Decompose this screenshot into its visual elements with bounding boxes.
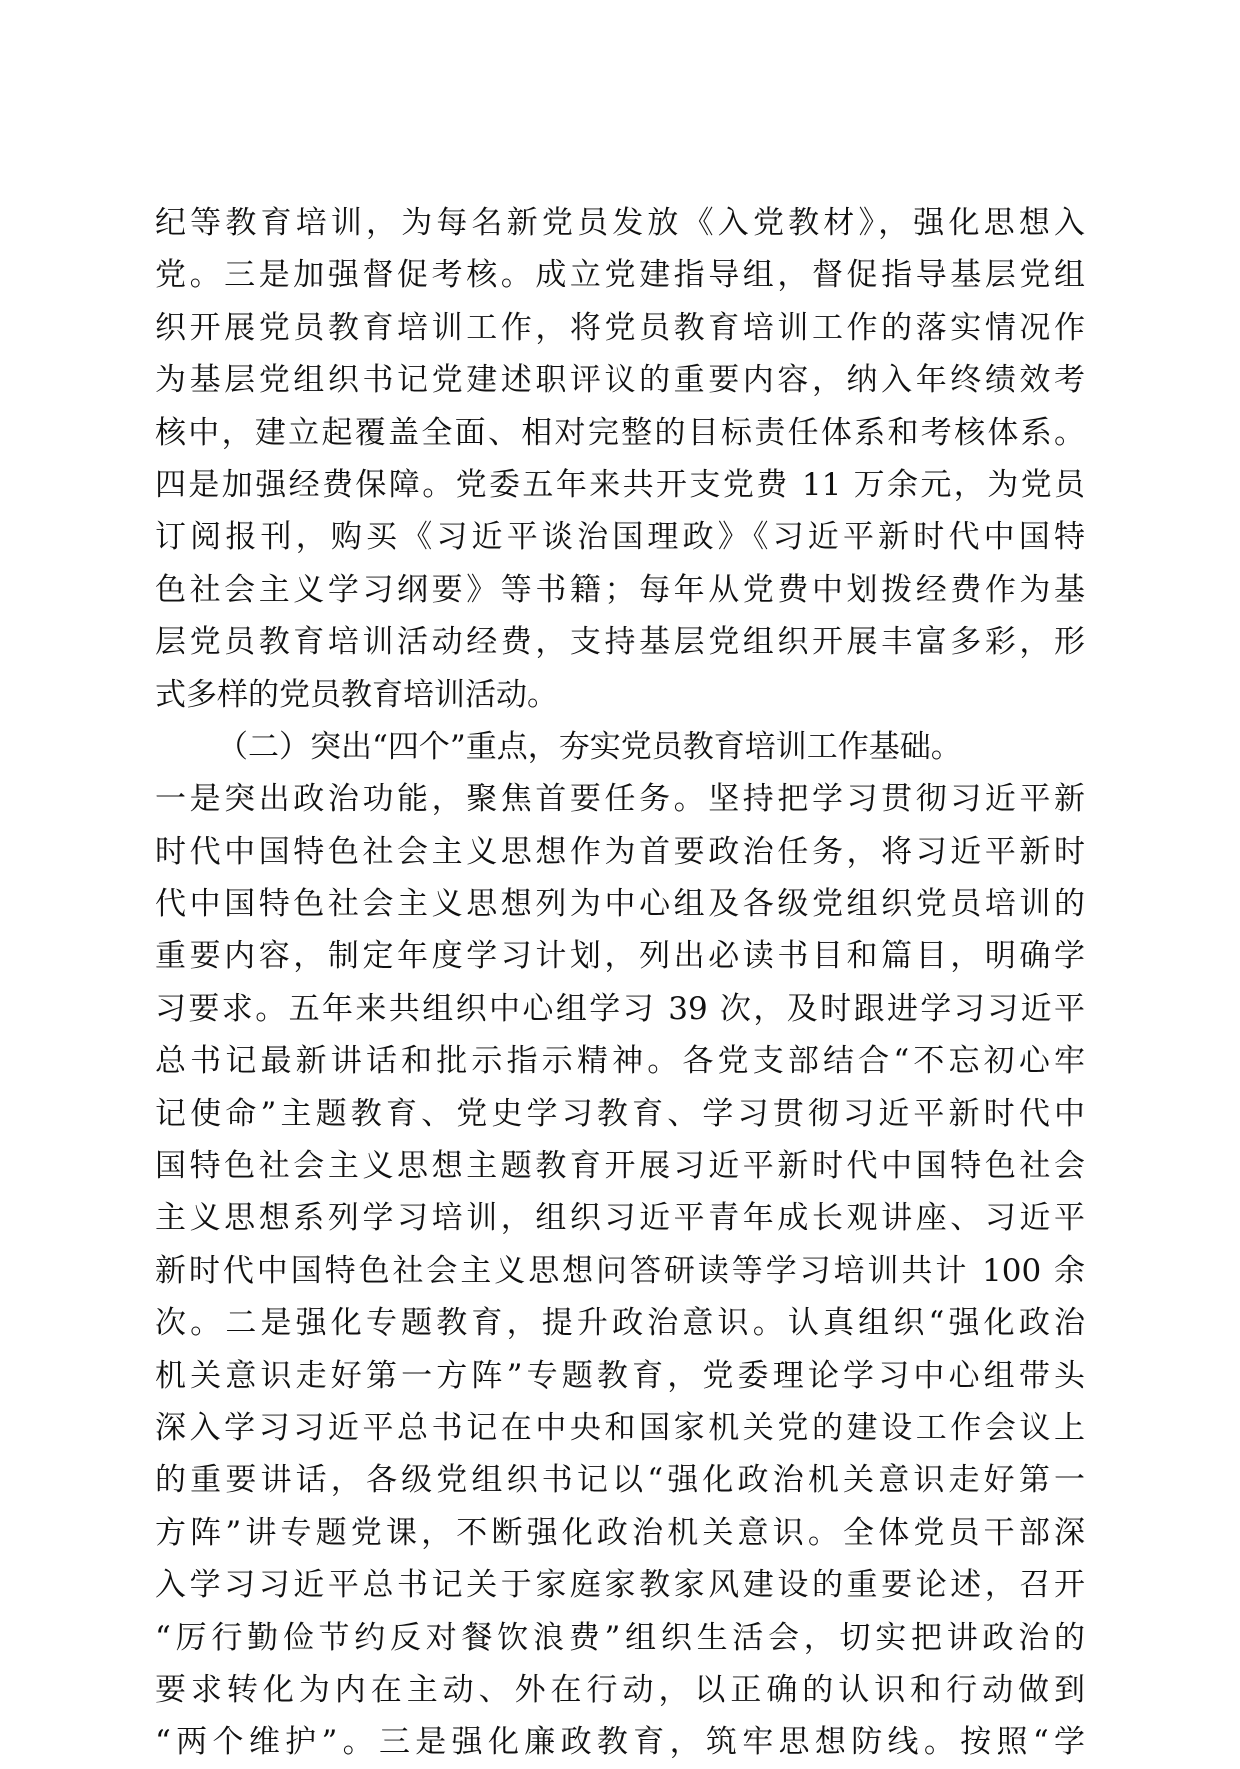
text-line-10: 式多样的党员教育培训活动。	[155, 676, 558, 713]
text-line-25: 的重要讲话，各级党组织书记以“强化政治机关意识走好第一	[155, 1462, 1085, 1499]
text-line-16: 习要求。五年来共组织中心组学习 39 次，及时跟进学习习近平	[155, 990, 1085, 1027]
text-line-6: 四是加强经费保障。党委五年来共开支党费 11 万余元，为党员	[155, 466, 1085, 503]
text-line-7: 订阅报刊，购买《习近平谈治国理政》《习近平新时代中国特	[155, 519, 1085, 556]
text-line-23: 机关意识走好第一方阵”专题教育，党委理论学习中心组带头	[155, 1357, 1085, 1394]
text-line-27: 入学习习近平总书记关于家庭家教家风建设的重要论述，召开	[155, 1567, 1085, 1604]
text-line-15: 重要内容，制定年度学习计划，列出必读书目和篇目，明确学	[155, 938, 1085, 975]
text-line-22: 次。二是强化专题教育，提升政治意识。认真组织“强化政治	[155, 1305, 1085, 1342]
text-line-8: 色社会主义学习纲要》等书籍；每年从党费中划拨经费作为基	[155, 571, 1085, 608]
text-line-18: 记使命”主题教育、党史学习教育、学习贯彻习近平新时代中	[155, 1095, 1085, 1132]
text-line-21: 新时代中国特色社会主义思想问答研读等学习培训共计 100 余	[155, 1252, 1085, 1289]
text-line-12: 一是突出政治功能，聚焦首要任务。坚持把学习贯彻习近平新	[155, 781, 1085, 818]
text-line-20: 主义思想系列学习培训，组织习近平青年成长观讲座、习近平	[155, 1200, 1085, 1237]
text-line-4: 为基层党组织书记党建述职评议的重要内容，纳入年终绩效考	[155, 362, 1085, 399]
text-line-17: 总书记最新讲话和批示指示精神。各党支部结合“不忘初心牢	[155, 1043, 1085, 1080]
text-line-30: “两个维护”。三是强化廉政教育，筑牢思想防线。按照“学	[155, 1724, 1085, 1761]
body-text	[155, 197, 1085, 1769]
text-line-9: 层党员教育培训活动经费，支持基层党组织开展丰富多彩，形	[155, 624, 1085, 661]
text-line-28: “厉行勤俭节约反对餐饮浪费”组织生活会，切实把讲政治的	[155, 1619, 1085, 1656]
text-line-26: 方阵”讲专题党课，不断强化政治机关意识。全体党员干部深	[155, 1514, 1085, 1551]
text-line-2: 党。三是加强督促考核。成立党建指导组，督促指导基层党组	[155, 257, 1085, 294]
text-line-14: 代中国特色社会主义思想列为中心组及各级党组织党员培训的	[155, 886, 1085, 923]
text-line-5: 核中，建立起覆盖全面、相对完整的目标责任体系和考核体系。	[155, 414, 1085, 451]
text-line-29: 要求转化为内在主动、外在行动，以正确的认识和行动做到	[155, 1671, 1085, 1708]
text-line-13: 时代中国特色社会主义思想作为首要政治任务，将习近平新时	[155, 833, 1085, 870]
text-line-3: 织开展党员教育培训工作，将党员教育培训工作的落实情况作	[155, 309, 1085, 346]
text-line-24: 深入学习习近平总书记在中央和国家机关党的建设工作会议上	[155, 1409, 1085, 1446]
text-line-19: 国特色社会主义思想主题教育开展习近平新时代中国特色社会	[155, 1148, 1085, 1185]
text-line-1: 纪等教育培训，为每名新党员发放《入党教材》，强化思想入	[155, 205, 1085, 241]
section-heading: （二）突出“四个”重点，夯实党员教育培训工作基础。	[217, 728, 962, 765]
